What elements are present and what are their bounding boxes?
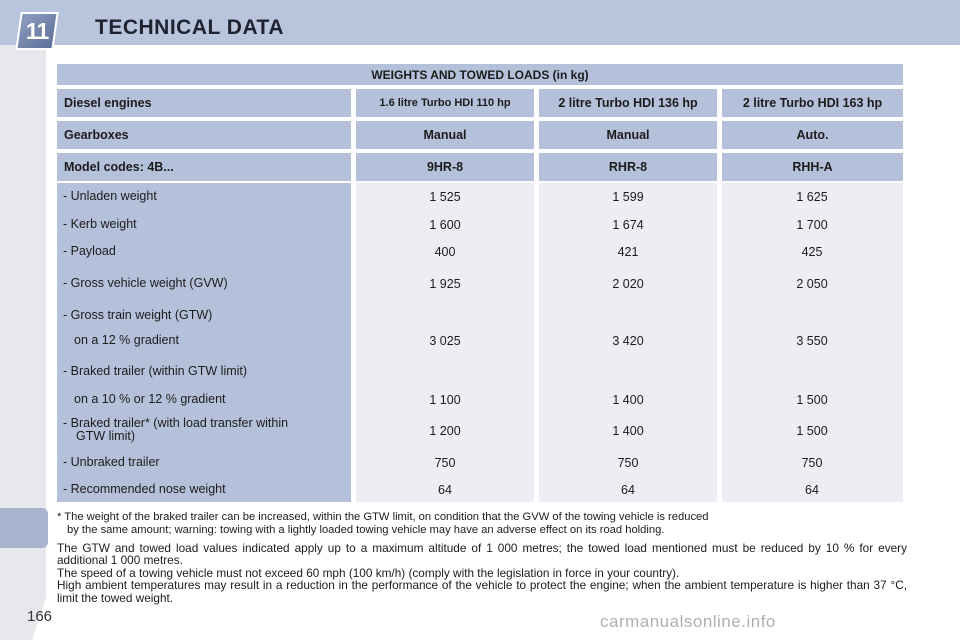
- model-code-3: RHH-A: [722, 153, 903, 181]
- value-cell: 1 500: [796, 424, 828, 438]
- value-cell: 1 700: [796, 218, 828, 232]
- value-cell: 1 400: [612, 393, 644, 407]
- row-label-unbraked-trailer: - Unbraked trailer: [63, 455, 160, 469]
- engine-1: 1.6 litre Turbo HDI 110 hp: [356, 89, 534, 117]
- row-label-braked-gradient: on a 10 % or 12 % gradient: [74, 392, 226, 406]
- value-cell: 1 400: [612, 424, 644, 438]
- notes-paragraph: [57, 542, 907, 604]
- page-number: 166: [27, 608, 53, 625]
- value-cell: 750: [801, 456, 823, 470]
- value-cell: 750: [434, 456, 456, 470]
- header-label-model-codes: Model codes: 4B...: [57, 153, 351, 181]
- value-cell: 64: [621, 483, 635, 497]
- header-label-engines: Diesel engines: [57, 89, 351, 117]
- footnote-line-1: * The weight of the braked trailer can be increased, within the GTW limit, on condition that the GVW of the towing vehicle is reduced: [57, 511, 709, 523]
- footnote: [57, 511, 907, 537]
- value-cell: 3 420: [612, 334, 644, 348]
- value-cell: 1 100: [429, 393, 461, 407]
- row-label-kerb-weight: - Kerb weight: [63, 217, 137, 231]
- value-cell: 1 674: [612, 218, 644, 232]
- value-cell: 1 599: [612, 190, 644, 204]
- value-cell: 64: [805, 483, 819, 497]
- model-code-1: 9HR-8: [356, 153, 534, 181]
- value-cell: 64: [438, 483, 452, 497]
- value-cell: 2 020: [612, 277, 644, 291]
- page-title: TECHNICAL DATA: [95, 16, 284, 39]
- value-cell: 1 500: [796, 393, 828, 407]
- gearbox-2: Manual: [539, 121, 717, 149]
- footnote-line-2: by the same amount; warning: towing with a lightly loaded towing vehicle may have an adverse effect on its road holding.: [67, 524, 665, 536]
- value-cell: 1 600: [429, 218, 461, 232]
- chapter-tab: [0, 508, 48, 548]
- value-cell: 1 200: [429, 424, 461, 438]
- header-label-gearboxes: Gearboxes: [57, 121, 351, 149]
- row-label-line1: - Braked trailer* (with load transfer within: [63, 416, 289, 430]
- row-label-gvw: - Gross vehicle weight (GVW): [63, 276, 228, 290]
- row-label-braked-trailer: - Braked trailer (within GTW limit): [63, 364, 248, 378]
- chapter-number-badge: 11: [15, 12, 58, 50]
- watermark: carmanualsonline.info: [600, 612, 776, 631]
- gearbox-1: Manual: [356, 121, 534, 149]
- note-altitude: The GTW and towed load values indicated apply up to a maximum altitude of 1 000 metres; the towed load mentioned must be reduced by 10 % for every additional 1 000 metres.: [57, 541, 907, 568]
- gearbox-3: Auto.: [722, 121, 903, 149]
- engine-2: 2 litre Turbo HDI 136 hp: [539, 89, 717, 117]
- value-cell: 750: [617, 456, 639, 470]
- table-title: WEIGHTS AND TOWED LOADS (in kg): [57, 64, 903, 85]
- note-speed: The speed of a towing vehicle must not exceed 60 mph (100 km/h) (comply with the legislation in force in your country).: [57, 565, 680, 580]
- model-code-2: RHR-8: [539, 153, 717, 181]
- row-label-braked-trailer-load-transfer: [63, 417, 288, 443]
- row-label-gtw: - Gross train weight (GTW): [63, 308, 213, 322]
- value-cell: 1 525: [429, 190, 461, 204]
- row-label-gtw-gradient: on a 12 % gradient: [74, 333, 179, 347]
- row-label-line2: GTW limit): [76, 429, 136, 443]
- row-label-unladen-weight: - Unladen weight: [63, 189, 157, 203]
- value-cell: 1 625: [796, 190, 828, 204]
- value-cell: 1 925: [429, 277, 461, 291]
- value-cell: 2 050: [796, 277, 828, 291]
- value-cell: 421: [617, 245, 639, 259]
- row-label-payload: - Payload: [63, 244, 116, 258]
- value-cell: 3 025: [429, 334, 461, 348]
- value-cell: 425: [801, 245, 823, 259]
- note-temperature: High ambient temperatures may result in a reduction in the performance of the vehicle to protect the engine; when the ambient temperature is higher than 37 °C, limit the towed weight.: [57, 578, 907, 605]
- row-label-nose-weight: - Recommended nose weight: [63, 482, 226, 496]
- value-cell: 400: [434, 245, 456, 259]
- left-margin-strip: [0, 45, 46, 640]
- value-cell: 3 550: [796, 334, 828, 348]
- engine-3: 2 litre Turbo HDI 163 hp: [722, 89, 903, 117]
